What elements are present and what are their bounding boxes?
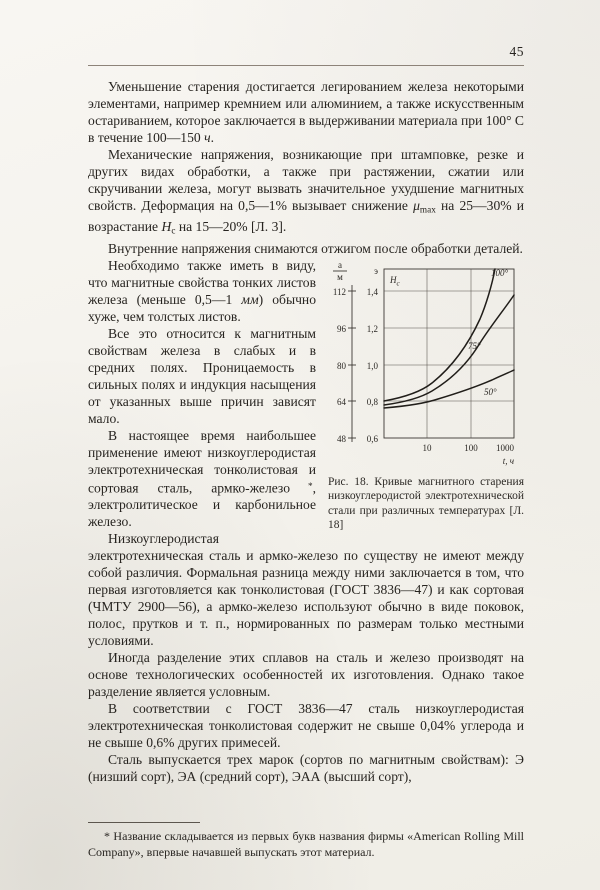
hc-curve-label: $Н_с$ [390,274,400,288]
outer-tick-48: 48 [337,433,346,444]
page-header [88,44,524,60]
x-tick-1000: 1000 [496,442,514,453]
series-label-75: 75° [468,340,481,351]
outer-axis-unit [333,260,347,282]
outer-tick-112: 112 [332,286,346,297]
footnote-text: * Название складывается из первых букв названия фирмы «American Rolling Mill Company», впервые начавшей выпускать этот материал. [88,829,524,859]
inner-tick-0-8: 0,8 [366,396,378,407]
paragraph-steel-grades: Сталь выпускается трех марок (сортов по магнитным свойствам): Э (низший сорт), ЭА (средний сорт), ЭАА (высший сорт), [88,752,524,785]
series-label-50: 50° [484,386,497,397]
inner-unit: э [374,265,378,276]
figure-18 [328,259,524,533]
x-tick-100: 100 [464,442,478,453]
curve-100deg [384,269,495,401]
paragraph-mechanical-stress: Механические напряжения, возникающие при штамповке, резке и других видах обработки, а также при растяжении, сжатии или скручивании железа, могут вызвать значительное ухудшение магнитных свойств. Деформация на 0,5—1% вызывает снижение μmax на 25—30% и возрастание Нс на 15—20% [Л. 3]. [88,147,524,236]
header-rule [88,65,524,66]
plot-area [384,268,514,438]
inner-tick-1-4: 1,4 [366,286,378,297]
outer-unit-denominator: м [337,271,343,282]
page-number: 45 [509,44,524,59]
footnote-rule [88,822,200,823]
outer-unit-numerator: а [338,259,342,270]
gridlines [384,269,514,438]
outer-tick-64: 64 [337,396,346,407]
paragraph-applications: В настоящее время наибольшее применение имеют низкоуглеродистая электротехническая тонколистовая и сортовая сталь, армко-железо *, электролитическое и карбонильное железо. [88,427,316,530]
text-block [88,44,524,785]
outer-tick-80: 80 [337,360,346,371]
paragraph-steel-vs-armco: Низкоуглеродистая электротехническая сталь и армко-железо по существу не имеют между собой различия. Формальная разница между ними заключается в том, что первая изготовляется как тонколистовая (ГОСТ 3836—47) и как сортовая (ЧМТУ 2900—56), а армко-железо используют обычно в виде поковок, полос, прутков и т. п., нормированных по размерам только местными условиями. [88,531,524,649]
outer-tick-96: 96 [337,323,346,334]
x-axis [423,443,515,466]
footnote [88,822,524,860]
figure-caption: Рис. 18. Кривые магнитного старения низкоуглеродистой электротехнической стали при различных температурах [Л. 18] [328,475,524,532]
x-tick-10: 10 [422,442,432,453]
inner-tick-1-2: 1,2 [366,323,378,334]
inner-axis [367,266,379,444]
paragraph-gost-limits: В соответствии с ГОСТ 3836—47 сталь низкоуглеродистая электротехническая тонколистовая содержит не свыше 0,04% углерода и не свыше 0,6% других примесей. [88,701,524,751]
inner-tick-0-6: 0,6 [366,433,378,444]
paragraph-weak-fields: Все это относится к магнитным свойствам железа в слабых и в средних полях. Проницаемость в сильных полях и индукция насыщения от указанных выше причин зависят мало. [88,325,316,426]
paragraph-thin-sheets: Необходимо также иметь в виду, что магнитные свойства тонких листов железа (меньше 0,5—1 мм) обычно хуже, чем толстых листов. [88,257,316,324]
series-label-100: 100° [491,267,509,278]
paragraph-aging-reduction: Уменьшение старения достигается легированием железа некоторыми элементами, например кремнием или алюминием, а также искусственным остариванием, которое заключается в выдерживании материала при 100° С в течение 100—150 ч. [88,79,524,145]
magnetic-aging-chart [328,259,524,467]
inner-tick-1-0: 1,0 [366,360,378,371]
outer-axis [333,285,356,444]
paragraph-division-conditional: Иногда разделение этих сплавов на сталь и железо производят на основе технологических особенностей их изготовления. Однако такое разделение является условным. [88,650,524,700]
x-axis-label: t, ч [502,455,514,466]
paragraph-internal-stress: Внутренние напряжения снимаются отжигом после обработки деталей. [108,240,523,256]
